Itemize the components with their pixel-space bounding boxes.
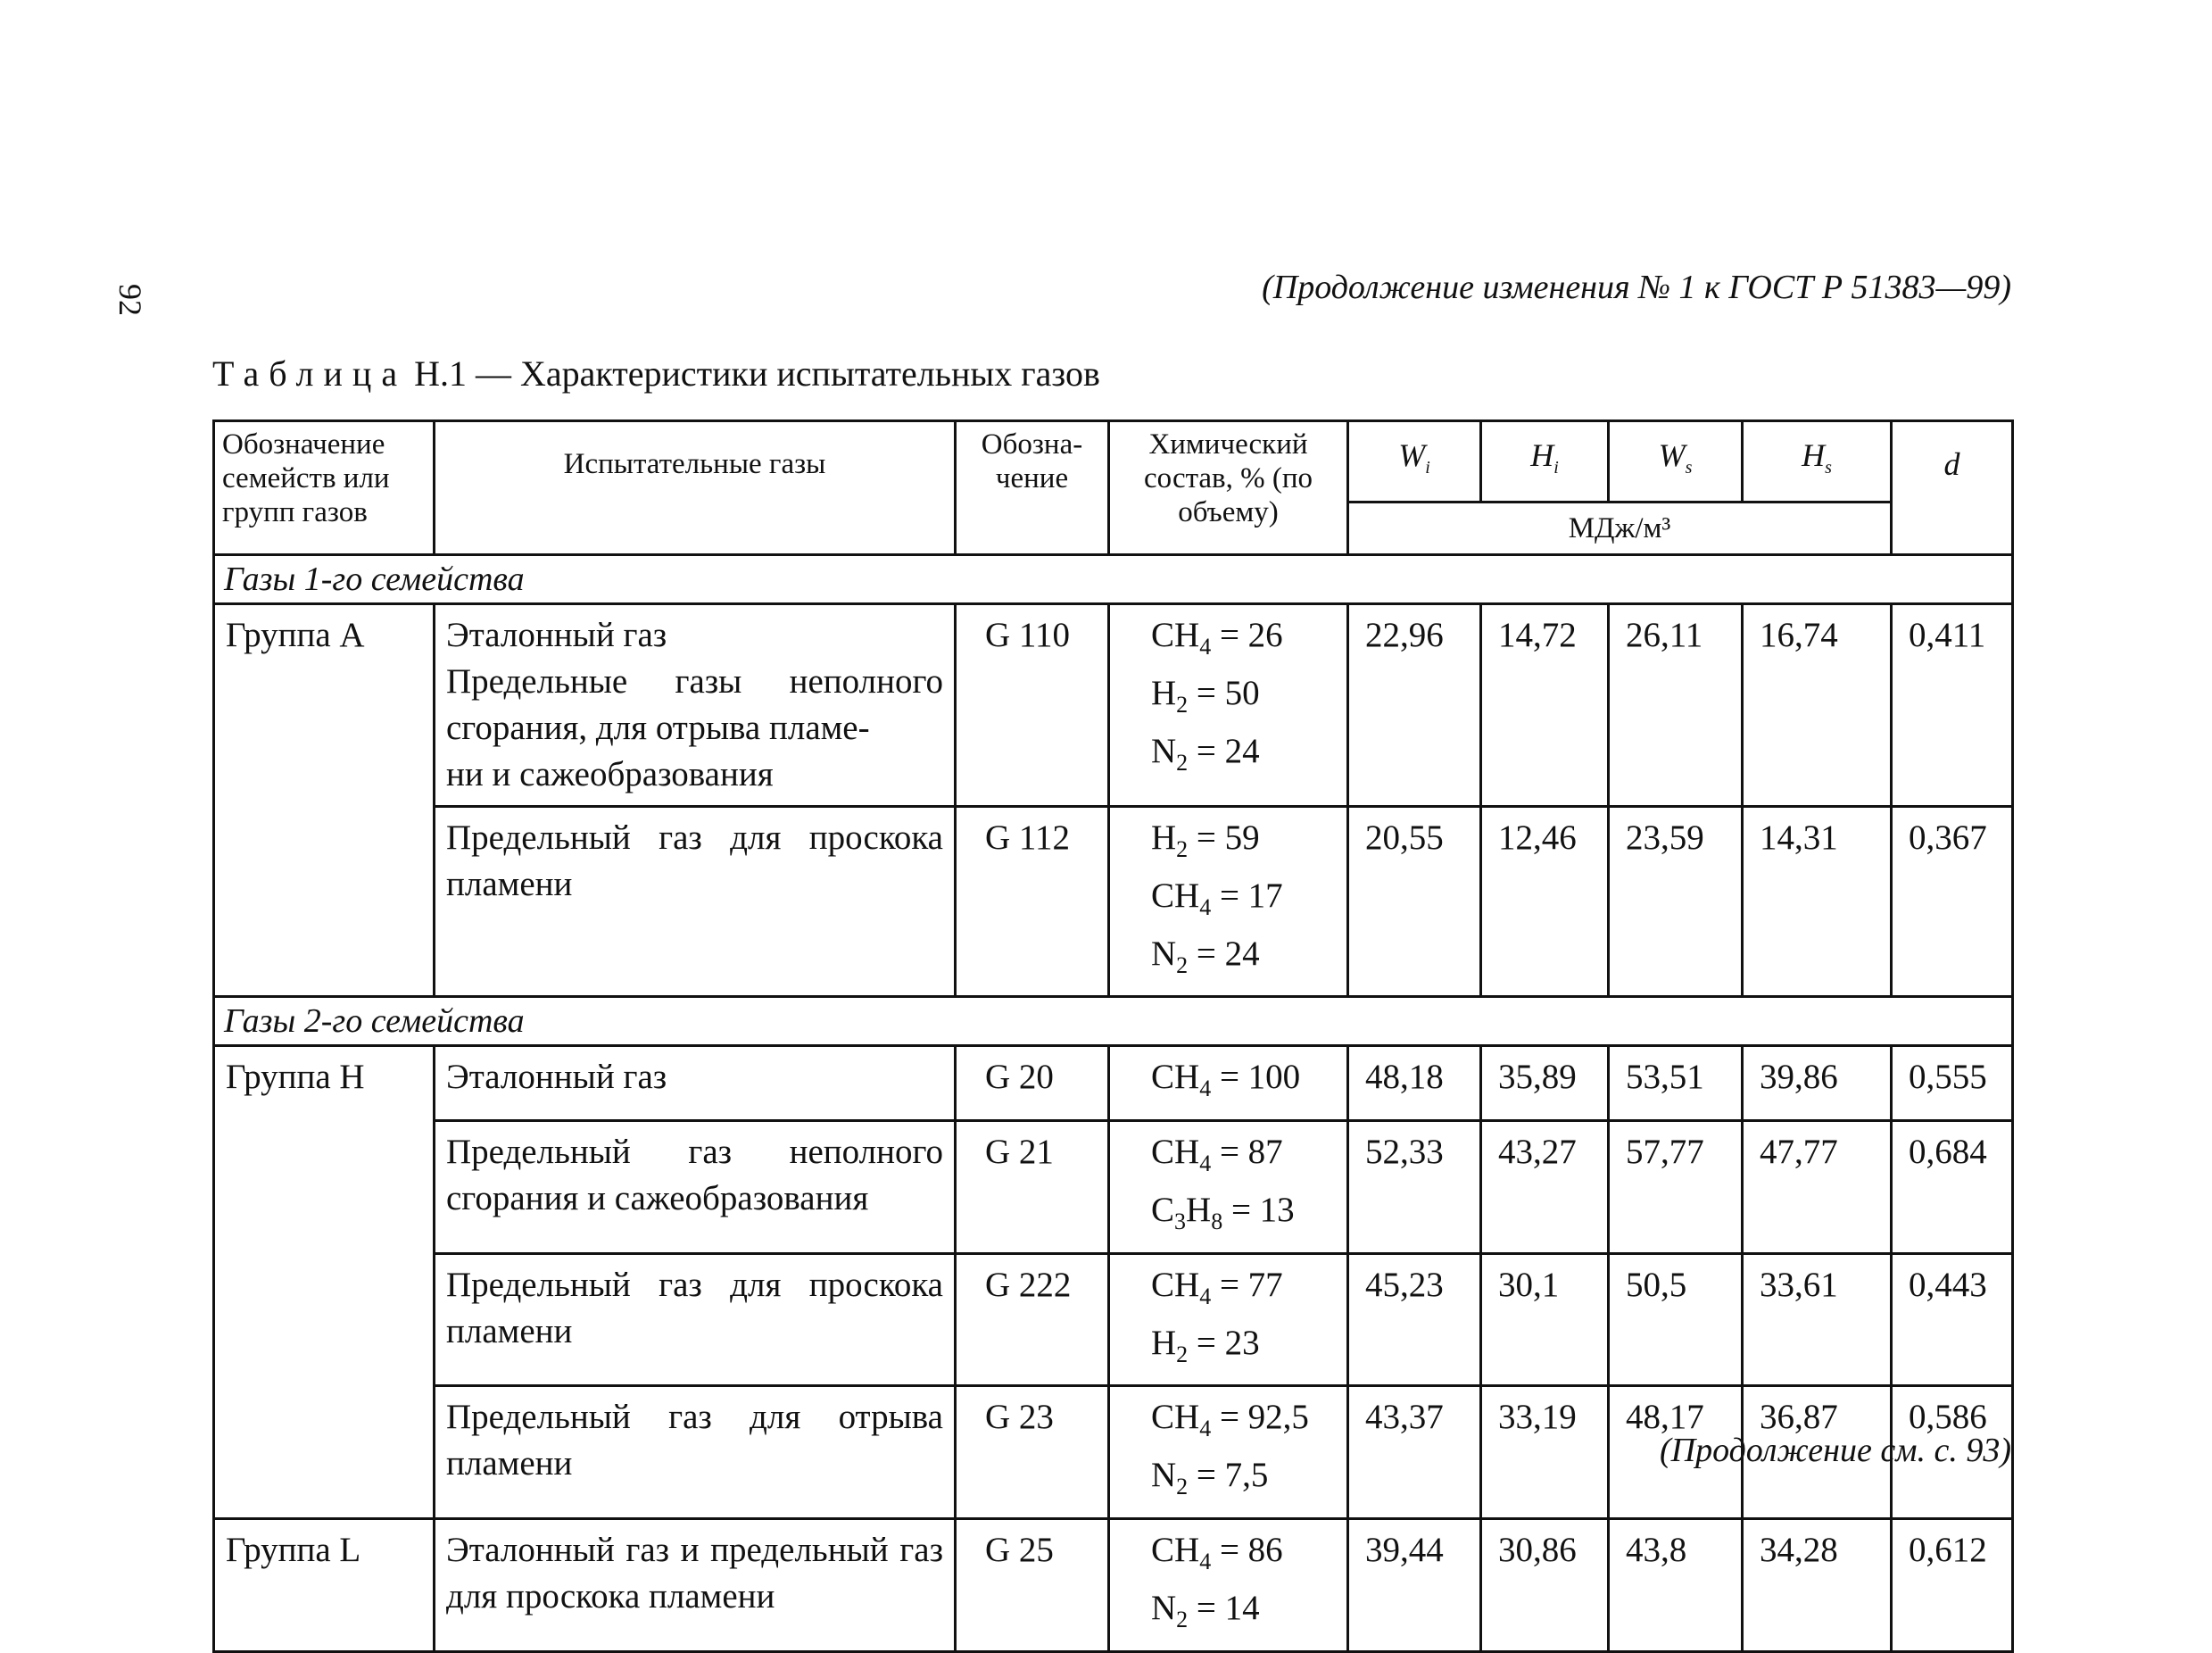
group-label: Группа H	[214, 1046, 435, 1519]
gas-name-line: Эталонный газ и предельный газ для проскока пламени	[446, 1530, 943, 1616]
value-wi: 45,23	[1348, 1253, 1481, 1386]
header-composition: Химический состав, % (по объему)	[1109, 421, 1348, 555]
value-hi: 30,1	[1481, 1253, 1609, 1386]
group-label: Группа А	[214, 604, 435, 997]
composition-line: $CH_4 = 92,5$	[1151, 1398, 1309, 1442]
table-row	[214, 1253, 2013, 1386]
chemical-composition	[1109, 1046, 1348, 1121]
value-d: 0,411	[1892, 604, 2013, 807]
value-hi: 33,19	[1481, 1386, 1609, 1519]
continuation-header: (Продолжение изменения № 1 к ГОСТ Р 51383—99)	[1262, 269, 2011, 306]
value-ws: 53,51	[1609, 1046, 1743, 1121]
value-hi: 12,46	[1481, 807, 1609, 997]
gas-name	[435, 1121, 956, 1254]
value-hs: 36,87	[1743, 1386, 1892, 1519]
value-hi: 30,86	[1481, 1518, 1609, 1651]
value-hi: 35,89	[1481, 1046, 1609, 1121]
value-wi: 39,44	[1348, 1518, 1481, 1651]
gas-name	[435, 1518, 956, 1651]
gas-designation: G 23	[956, 1386, 1109, 1519]
composition-line: $C_3H_8 = 13$	[1151, 1190, 1295, 1234]
chemical-composition	[1109, 1386, 1348, 1519]
value-ws: 43,8	[1609, 1518, 1743, 1651]
table-caption	[212, 353, 1100, 395]
chemical-composition	[1109, 1253, 1348, 1386]
value-d: 0,684	[1892, 1121, 2013, 1254]
gas-designation: G 222	[956, 1253, 1109, 1386]
header-designation: Обозна- чение	[956, 421, 1109, 555]
gas-name-line: ни и сажеобразования	[446, 755, 774, 793]
gas-designation: G 25	[956, 1518, 1109, 1651]
value-hs: 47,77	[1743, 1121, 1892, 1254]
header-gases: Испытательные газы	[435, 421, 956, 555]
composition-line: $CH_4 = 26$	[1151, 616, 1283, 660]
section-title: Газы 2-го семейства	[214, 997, 2013, 1046]
table-row	[214, 1046, 2013, 1121]
composition-line: $H_2 = 23$	[1151, 1323, 1260, 1367]
header-hi: $H_i$	[1481, 421, 1609, 503]
composition-line: $N_2 = 14$	[1151, 1588, 1260, 1632]
composition-line: $CH_4 = 87$	[1151, 1133, 1283, 1176]
header-ws: $W_s$	[1609, 421, 1743, 503]
value-ws: 57,77	[1609, 1121, 1743, 1254]
gas-name	[435, 807, 956, 997]
value-d: 0,367	[1892, 807, 2013, 997]
header-d: d	[1892, 421, 2013, 555]
value-hi: 14,72	[1481, 604, 1609, 807]
value-d: 0,555	[1892, 1046, 2013, 1121]
gas-name-line: Предельный газ неполного сгорания и сажеобразования	[446, 1133, 943, 1218]
chemical-composition	[1109, 1518, 1348, 1651]
value-hs: 39,86	[1743, 1046, 1892, 1121]
value-wi: 48,18	[1348, 1046, 1481, 1121]
gas-designation: G 20	[956, 1046, 1109, 1121]
value-wi: 22,96	[1348, 604, 1481, 807]
chemical-composition	[1109, 1121, 1348, 1254]
composition-line: $CH_4 = 17$	[1151, 876, 1283, 920]
caption-label: Таблица	[212, 353, 408, 394]
composition-line: $CH_4 = 100$	[1151, 1058, 1301, 1102]
value-ws: 23,59	[1609, 807, 1743, 997]
value-wi: 20,55	[1348, 807, 1481, 997]
section-title: Газы 1-го семейства	[214, 555, 2013, 604]
value-d: 0,586	[1892, 1386, 2013, 1519]
gas-name-line: Эталонный газ	[446, 616, 667, 654]
value-ws: 48,17	[1609, 1386, 1743, 1519]
section-row	[214, 555, 2013, 604]
group-label: Группа L	[214, 1518, 435, 1651]
gas-name-line: Предельный газ для проскока пламени	[446, 1265, 943, 1350]
value-d: 0,612	[1892, 1518, 2013, 1651]
value-hs: 33,61	[1743, 1253, 1892, 1386]
gas-name	[435, 1386, 956, 1519]
gas-designation: G 21	[956, 1121, 1109, 1254]
composition-line: $H_2 = 50$	[1151, 673, 1260, 718]
composition-line: $N_2 = 24$	[1151, 934, 1260, 978]
page-number: 92	[112, 284, 148, 316]
gas-name	[435, 604, 956, 807]
gas-name	[435, 1253, 956, 1386]
header-family: Обозначение семейств или групп газов	[214, 421, 435, 555]
caption-title: Н.1 — Характеристики испытательных газов	[414, 353, 1100, 394]
table-row	[214, 1518, 2013, 1651]
value-ws: 26,11	[1609, 604, 1743, 807]
chemical-composition	[1109, 604, 1348, 807]
gas-name-line: Эталонный газ	[446, 1058, 667, 1097]
gas-designation: G 112	[956, 807, 1109, 997]
table-row	[214, 807, 2013, 997]
header-wi: $W_i$	[1348, 421, 1481, 503]
composition-line: $H_2 = 59$	[1151, 818, 1260, 862]
gas-name-line: Предельный газ для проскока пламени	[446, 818, 943, 903]
gas-name-line: Предельный газ для отрыва пламени	[446, 1398, 943, 1483]
composition-line: $CH_4 = 86$	[1151, 1530, 1283, 1574]
value-hs: 16,74	[1743, 604, 1892, 807]
header-hs: $H_s$	[1743, 421, 1892, 503]
gas-name-line: Предельные газы неполного сгорания, для отрыва пламе-	[446, 662, 943, 747]
header-unit: МДж/м³	[1348, 503, 1892, 555]
composition-line: $N_2 = 7,5$	[1151, 1456, 1269, 1499]
composition-line: $CH_4 = 77$	[1151, 1265, 1283, 1309]
value-d: 0,443	[1892, 1253, 2013, 1386]
continuation-footer: (Продолжение см. с. 93)	[1659, 1432, 2011, 1469]
value-wi: 43,37	[1348, 1386, 1481, 1519]
section-row	[214, 997, 2013, 1046]
value-hs: 34,28	[1743, 1518, 1892, 1651]
table-row	[214, 604, 2013, 807]
value-wi: 52,33	[1348, 1121, 1481, 1254]
value-ws: 50,5	[1609, 1253, 1743, 1386]
gas-name	[435, 1046, 956, 1121]
value-hi: 43,27	[1481, 1121, 1609, 1254]
value-hs: 14,31	[1743, 807, 1892, 997]
gas-designation: G 110	[956, 604, 1109, 807]
composition-line: $N_2 = 24$	[1151, 731, 1260, 776]
table-row	[214, 1121, 2013, 1254]
chemical-composition	[1109, 807, 1348, 997]
